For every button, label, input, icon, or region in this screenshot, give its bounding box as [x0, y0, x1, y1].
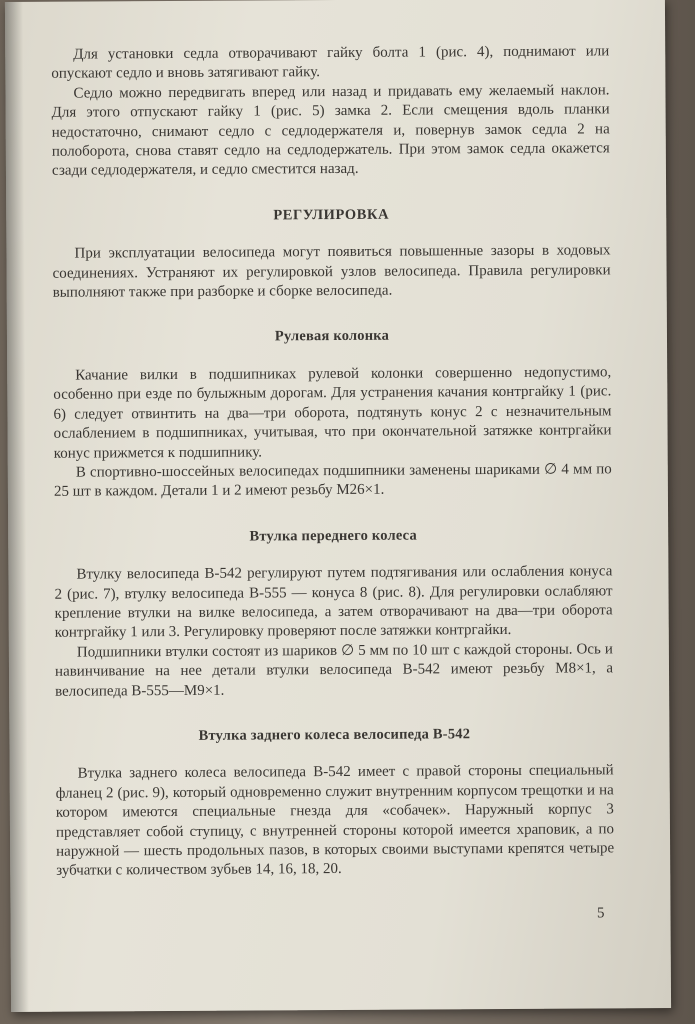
paragraph-front-hub: Втулку велосипеда В-542 регулируют путем подтягивания или ослабления конуса 2 (рис. 7), втулку велосипеда В-555 — конуса 8 (рис. 8). Для регулировки ослабляют крепление втулки на вилке велосипеда, а затем отворачивают на два—три оборота контргайку 1 или 3. Регулировку проверяют после затяжки контргайки.	[54, 563, 613, 642]
paragraph-adjustment: При эксплуатации велосипеда могут появиться повышенные зазоры в ходовых соединениях. Устраняют их регулировкой узлов велосипеда. Правила регулировки выполняют также при разборке и сборке велосипеда.	[52, 242, 611, 301]
paragraph-rear-hub: Втулка заднего колеса велосипеда В-542 имеет с правой стороны специальный фланец 2 (рис. 9), который одновременно служит внутренним корпусом трещотки и на котором имеются специальные гнезда для «собачек». Наружный корпус 3 представляет собой ступицу, с внутренней стороны которой имеется храповик, а по наружной — шесть продольных пазов, в которых своими выступами крепятся четыре зубчатки с количеством зубьев 14, 16, 18, 20.	[55, 762, 615, 880]
heading-adjustment: РЕГУЛИРОВКА	[273, 206, 390, 224]
page-text	[51, 42, 614, 881]
heading-rear-hub: Втулка заднего колеса велосипеда В-542	[198, 726, 471, 744]
paragraph-steering-bearings: В спортивно-шоссейных велосипедах подшипники заменены шариками ∅ 4 мм по 25 шт в каждом. Детали 1 и 2 имеют резьбу М26×1.	[53, 461, 612, 501]
heading-steering-column: Рулевая колонка	[274, 328, 390, 345]
paragraph-front-hub-bearings: Подшипники втулки состоят из шариков ∅ 5 мм по 10 шт с каждой стороны. Ось и навинчивание на нее детали втулки велосипеда В-542 имеют резьбу М8×1, а велосипеда В-555—М9×1.	[54, 641, 614, 700]
book-page	[5, 0, 671, 1012]
paragraph-steering-column: Качание вилки в подшипниках рулевой колонки совершенно недопустимо, особенно при езде по булыжным дорогам. Для устранения качания контргайку 1 (рис. 6) следует отвинтить на два—три оборота, подтянуть конус 2 с незначительным ослаблением в подшипниках, учитывая, что при окончательной затяжке контргайки конус прижмется к подшипнику.	[53, 364, 612, 462]
page-number: 5	[596, 905, 605, 922]
paragraph-saddle-adjust: Седло можно передвигать вперед или назад и придавать ему желаемый наклон. Для этого отпускают гайку 1 (рис. 5) замка 2. Если смещения вдоль планки недостаточно, снимают седло с седлодержателя и, повернув замок седла 2 на полоборота, снова ставят седло на седлодержатель. При этом замок седла окажется сзади седлодержателя, и седло сместится назад.	[51, 82, 610, 180]
paragraph-saddle-install: Для установки седла отворачивают гайку болта 1 (рис. 4), поднимают или опускают седло и вновь затягивают гайку.	[51, 43, 610, 83]
heading-front-hub: Втулка переднего колеса	[249, 527, 417, 545]
